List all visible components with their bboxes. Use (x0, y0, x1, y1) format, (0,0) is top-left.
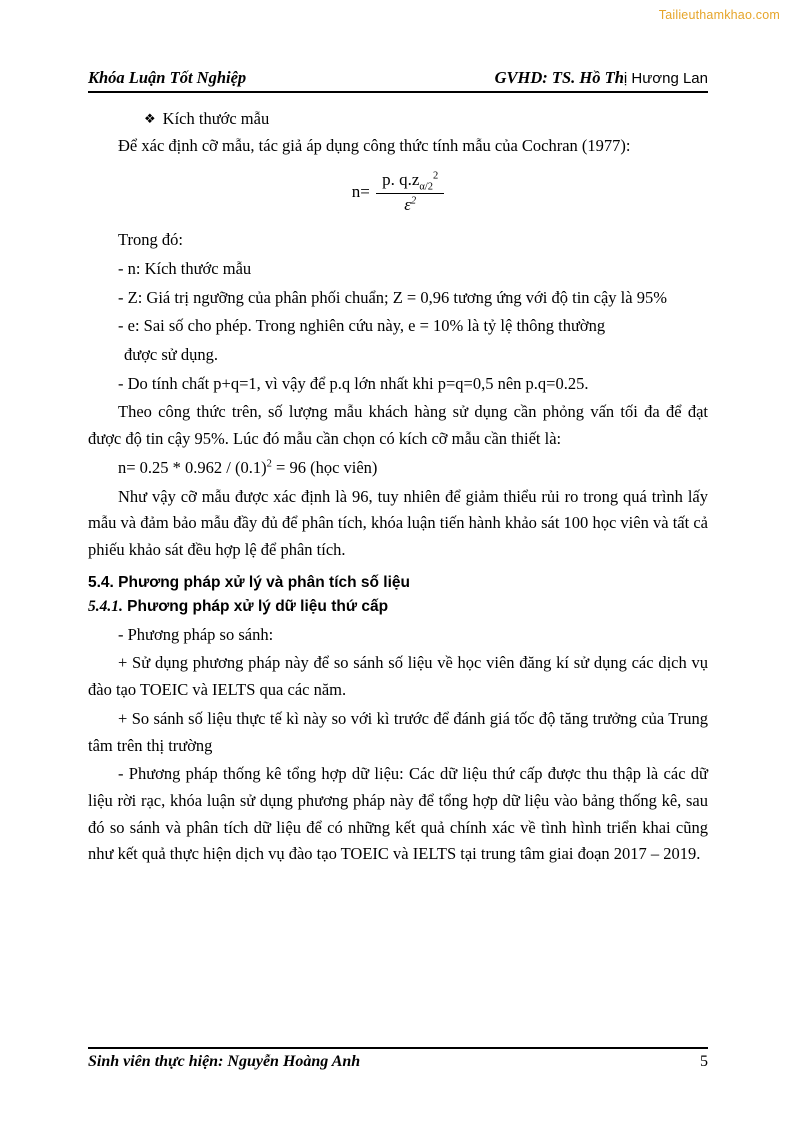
calc-pre: n= 0.25 * 0.962 / (0.1) (118, 457, 267, 477)
formula-numerator (376, 170, 444, 194)
paragraph-plus-2: + So sánh số liệu thực tế kì này so với kì trước để đánh giá tốc độ tăng trưởng của Trung tâm trên thị trường (88, 708, 708, 755)
paragraph-cochran: Để xác định cỡ mẫu, tác giả áp dụng công thức tính mẫu của Cochran (1977): (118, 136, 631, 155)
sample-size-bullet (88, 109, 708, 129)
paragraph-thong-ke: - Phương pháp thống kê tổng hợp dữ liệu: Các dữ liệu thứ cấp được thu thập là các dữ liệu rời rạc, khóa luận sử dụng phương pháp này để tổng hợp dữ liệu vào bảng thống kê, sau đó so sánh và phân tích dữ liệu để có những kết quả chính xác về tình hình triển khai cũng như kết quả thực hiện dịch vụ đào tạo TOEIC và IELTS tại trung tâm giai đoạn 2017 – 2019. (88, 764, 708, 864)
site-watermark: Tailieuthamkhao.com (658, 8, 780, 22)
cochran-formula (88, 170, 708, 215)
paragraph-so-sanh: - Phương pháp so sánh: (118, 624, 274, 644)
formula-denominator-base: ε (404, 195, 411, 215)
header-right-regular: ị Hương Lan (623, 70, 708, 87)
paragraph-def-pq: - Do tính chất p+q=1, vì vậy để p.q lớn nhất khi p=q=0,5 nên p.q=0.25. (118, 373, 589, 393)
paragraph-def-e-line1: - e: Sai số cho phép. Trong nghiên cứu này, e = 10% là tỷ lệ thông thường (118, 316, 606, 336)
header-left-title: Khóa Luận Tốt Nghiệp (88, 68, 247, 87)
paragraph-def-z: - Z: Giá trị ngưỡng của phân phối chuẩn; Z = 0,96 tương ứng với độ tin cậy là 95% (118, 287, 667, 307)
heading-5-4-1-text: Phương pháp xử lý dữ liệu thứ cấp (122, 597, 389, 615)
paragraph-def-e-line2: được sử dụng. (124, 344, 218, 364)
formula-inner (352, 170, 445, 215)
heading-5-4-1-number: 5.4.1. (88, 597, 123, 615)
paragraph-def-n: - n: Kích thước mẫu (118, 258, 252, 278)
page-number: 5 (700, 1053, 708, 1070)
formula-denominator (376, 194, 444, 215)
page-content (88, 68, 708, 870)
paragraph-plus-1: + Sử dụng phương pháp này để so sánh số liệu về học viên đăng kí sử dụng các dịch vụ đào tạo TOEIC và IELTS qua các năm. (88, 653, 708, 700)
paragraph-nhu-vay: Như vậy cỡ mẫu được xác định là 96, tuy nhiên để giảm thiểu rủi ro trong quá trình lấy mẫu và đảm bảo mẫu đầy đủ để phân tích, khóa luận tiến hành khảo sát 100 học viên và tất cả phiếu khảo sát đều hợp lệ để phân tích. (88, 486, 708, 560)
header-right-italic: GVHD: TS. Hồ Th (494, 68, 624, 87)
formula-fraction (376, 170, 444, 215)
calc-exponent: 2 (266, 458, 272, 470)
formula-numerator-sup: 2 (433, 170, 439, 182)
running-footer (88, 1047, 708, 1071)
formula-lhs: n= (351, 182, 370, 202)
running-header (88, 68, 708, 93)
paragraph-theo-cong-thuc: Theo công thức trên, số lượng mẫu khách hàng sử dụng cần phỏng vấn tối đa để đạt được độ tin cậy 95%. Lúc đó mẫu cần chọn có kích cỡ mẫu cần thiết là: (88, 402, 708, 449)
heading-5-4: 5.4. Phương pháp xử lý và phân tích số liệu (88, 573, 411, 591)
paragraph-trong-do: Trong đó: (118, 230, 183, 250)
heading-5-4-1 (88, 598, 708, 616)
paragraph-calculation (88, 455, 708, 482)
formula-numerator-sub: α/2 (419, 181, 434, 193)
formula-numerator-base: p. q.z (382, 169, 420, 189)
header-right-title (495, 68, 708, 88)
footer-author: Sinh viên thực hiện: Nguyễn Hoàng Anh (88, 1053, 361, 1070)
sample-size-label: Kích thước mẫu (162, 109, 270, 128)
calc-post: = 96 (học viên) (271, 457, 378, 477)
diamond-bullet-icon: ❖ (144, 111, 156, 126)
formula-denominator-sup: 2 (410, 195, 417, 207)
